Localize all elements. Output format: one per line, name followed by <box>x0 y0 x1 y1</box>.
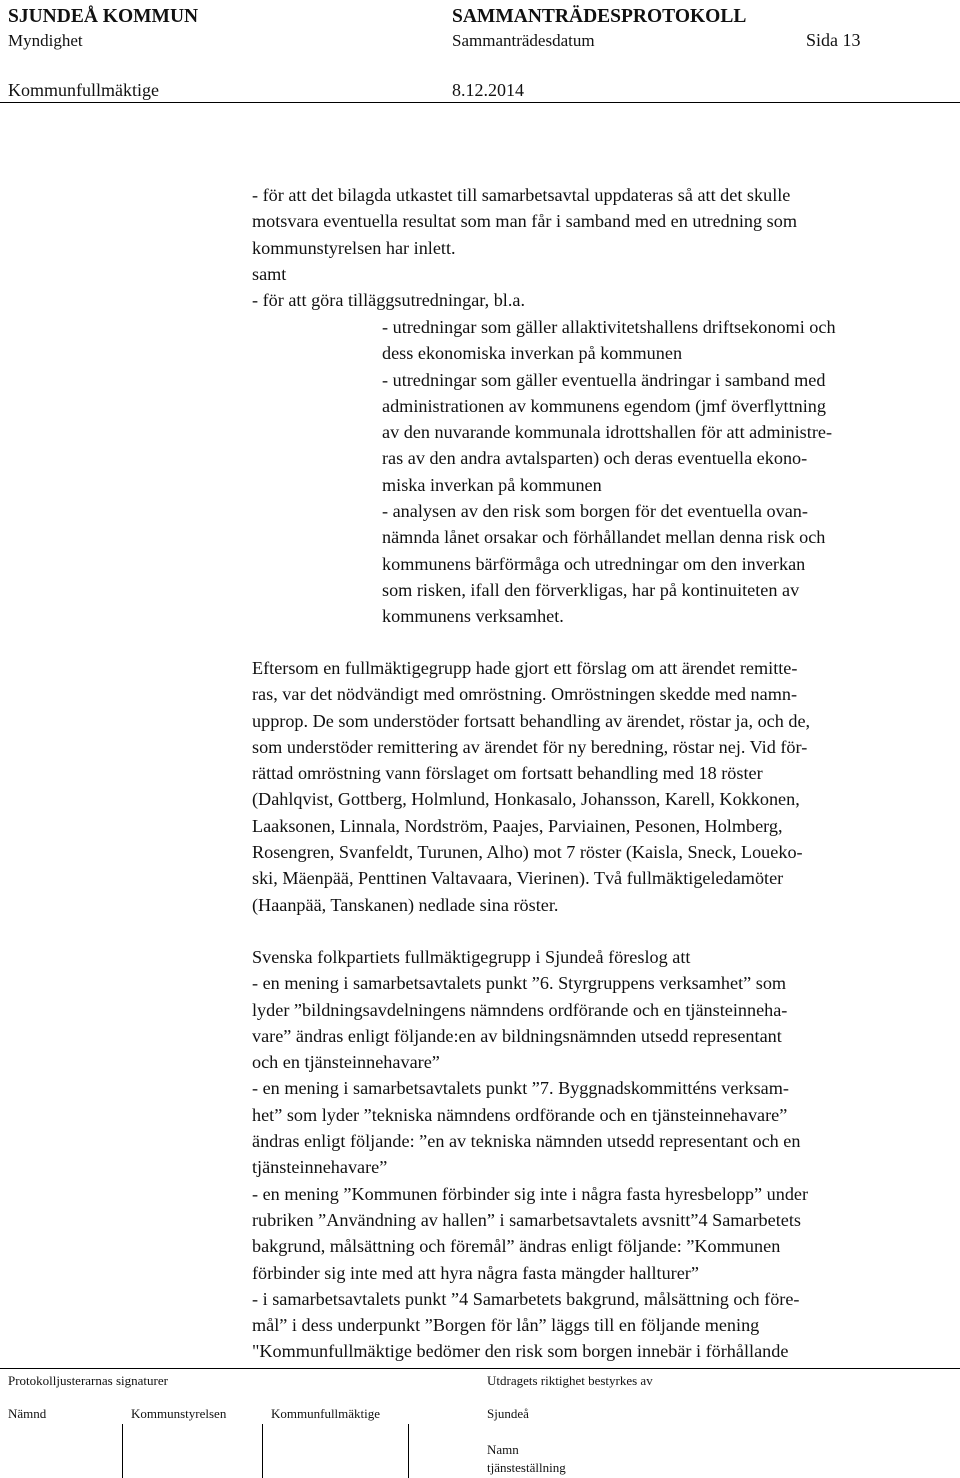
text-line: av den nuvarande kommunala idrottshallen för att administre- <box>382 422 832 443</box>
text-line: miska inverkan på kommunen <box>382 474 602 495</box>
text-line: och en tjänsteinnehavare” <box>252 1052 440 1073</box>
text-line: Eftersom en fullmäktigegrupp hade gjort ett förslag om att ärendet remitte- <box>252 658 798 678</box>
position-label: tjänsteställning <box>487 1460 566 1475</box>
signatures-label: Protokolljusterarnas signaturer <box>8 1373 168 1388</box>
text-line: rättad omröstning vann förslaget om fortsatt behandling med 18 röster <box>252 763 763 784</box>
text-line: vare” ändras enligt följande:en av bildningsnämnden utsedd representant <box>252 1025 782 1046</box>
text-line: kommunens bärförmåga och utredningar om den inverkan <box>382 553 806 574</box>
name-label: Namn <box>487 1442 519 1457</box>
signature-box-divider <box>408 1424 409 1478</box>
text-line: upprop. De som understöder fortsatt behandling av ärendet, röstar ja, och de, <box>252 710 811 731</box>
meeting-date: 8.12.2014 <box>452 80 524 100</box>
date-label: Sammanträdesdatum <box>452 31 595 50</box>
text-line: tjänsteinnehavare” <box>252 1157 388 1178</box>
certified-label: Utdragets riktighet bestyrkes av <box>487 1373 653 1388</box>
text-line: Laaksonen, Linnala, Nordström, Paajes, Parviainen, Pesonen, Holmberg, <box>252 815 783 836</box>
text-line: nämnda lånet orsakar och förhållandet mellan denna risk och <box>382 527 826 548</box>
text-line: (Dahlqvist, Gottberg, Holmlund, Honkasalo, Johansson, Karell, Kokkonen, <box>252 789 800 810</box>
text-line: - utredningar som gäller eventuella ändringar i samband med <box>382 369 826 390</box>
text-line: kommunstyrelsen har inlett. <box>252 237 456 258</box>
text-line: administrationen av kommunens egendom (jmf överflyttning <box>382 395 826 416</box>
text-line: - en mening i samarbetsavtalets punkt ”6. Styrgruppens verksamhet” som <box>252 973 787 994</box>
text-line: - en mening ”Kommunen förbinder sig inte i några fasta hyresbelopp” under <box>252 1183 809 1204</box>
text-line: het” som lyder ”tekniska nämndens ordförande och en tjänsteinnehavare” <box>252 1104 788 1125</box>
text-line: mål” i dess underpunkt ”Borgen för lån” läggs till en följande mening <box>252 1315 760 1336</box>
text-line: - utredningar som gäller allaktivitetshallens driftsekonomi och <box>382 317 836 337</box>
text-line: Rosengren, Svanfeldt, Turunen, Alho) mot 7 röster (Kaisla, Sneck, Loueko- <box>252 842 803 863</box>
text-line: förbinder sig inte med att hyra några fasta mängder hallturer” <box>252 1262 699 1283</box>
paragraph-vote <box>252 655 810 918</box>
text-line: Svenska folkpartiets fullmäktigegrupp i Sjundeå föreslog att <box>252 947 691 967</box>
authority-label: Myndighet <box>8 31 83 50</box>
footer-col-municipal-board: Kommunstyrelsen <box>131 1406 227 1421</box>
document-type: SAMMANTRÄDESPROTOKOLL <box>452 6 747 27</box>
text-line: lyder ”bildningsavdelningens nämndens ordförande och en tjänsteinneha- <box>252 999 788 1020</box>
text-line: ras, var det nödvändigt med omröstning. Omröstningen skedde med namn- <box>252 684 798 705</box>
text-line: som risken, ifall den förverkligas, har på kontinuiteten av <box>382 579 800 600</box>
text-line: som understöder remittering av ärendet för ny beredning, röstar nej. Vid för- <box>252 736 808 757</box>
footer-col-municipality: Sjundeå <box>487 1406 529 1421</box>
footer-col-board: Nämnd <box>8 1406 47 1421</box>
text-line: - en mening i samarbetsavtalets punkt ”7. Byggnadskommitténs verksam- <box>252 1078 789 1099</box>
investigation-list <box>382 314 836 630</box>
text-line: - analysen av den risk som borgen för det eventuella ovan- <box>382 501 808 522</box>
organization-name: SJUNDEÅ KOMMUN <box>8 6 199 27</box>
text-line: kommunens verksamhet. <box>382 606 564 627</box>
text-line: - i samarbetsavtalets punkt ”4 Samarbetets bakgrund, målsättning och före- <box>252 1288 800 1309</box>
paragraph-intro <box>252 182 797 313</box>
text-line: ändras enligt följande: ”en av tekniska nämnden utsedd representant och en <box>252 1131 801 1152</box>
text-line: bakgrund, målsättning och föremål” ändras enligt följande: ”Kommunen <box>252 1236 781 1257</box>
text-line: dess ekonomiska inverkan på kommunen <box>382 343 683 364</box>
text-line: samt <box>252 263 287 284</box>
header-divider <box>0 102 960 103</box>
text-line: "Kommunfullmäktige bedömer den risk som borgen innebär i förhållande <box>252 1341 789 1362</box>
signature-box-divider <box>122 1424 123 1478</box>
footer-divider <box>0 1368 960 1369</box>
text-line: ski, Mäenpää, Penttinen Valtavaara, Vierinen). Två fullmäktigeledamöter <box>252 868 784 889</box>
authority-name: Kommunfullmäktige <box>8 80 159 100</box>
text-line: (Haanpää, Tanskanen) nedlade sina röster. <box>252 894 559 915</box>
signature-box-divider <box>262 1424 263 1478</box>
text-line: - för att göra tilläggsutredningar, bl.a. <box>252 290 526 311</box>
text-line: - för att det bilagda utkastet till samarbetsavtal uppdateras så att det skulle <box>252 185 791 205</box>
text-line: motsvara eventuella resultat som man får i samband med en utredning som <box>252 211 797 232</box>
footer-col-council: Kommunfullmäktige <box>271 1406 381 1421</box>
paragraph-proposal <box>252 944 808 1365</box>
text-line: rubriken ”Användning av hallen” i samarbetsavtalets avsnitt”4 Samarbetets <box>252 1209 801 1230</box>
page-number: Sida 13 <box>806 30 861 50</box>
text-line: ras av den andra avtalsparten) och deras eventuella ekono- <box>382 448 808 469</box>
